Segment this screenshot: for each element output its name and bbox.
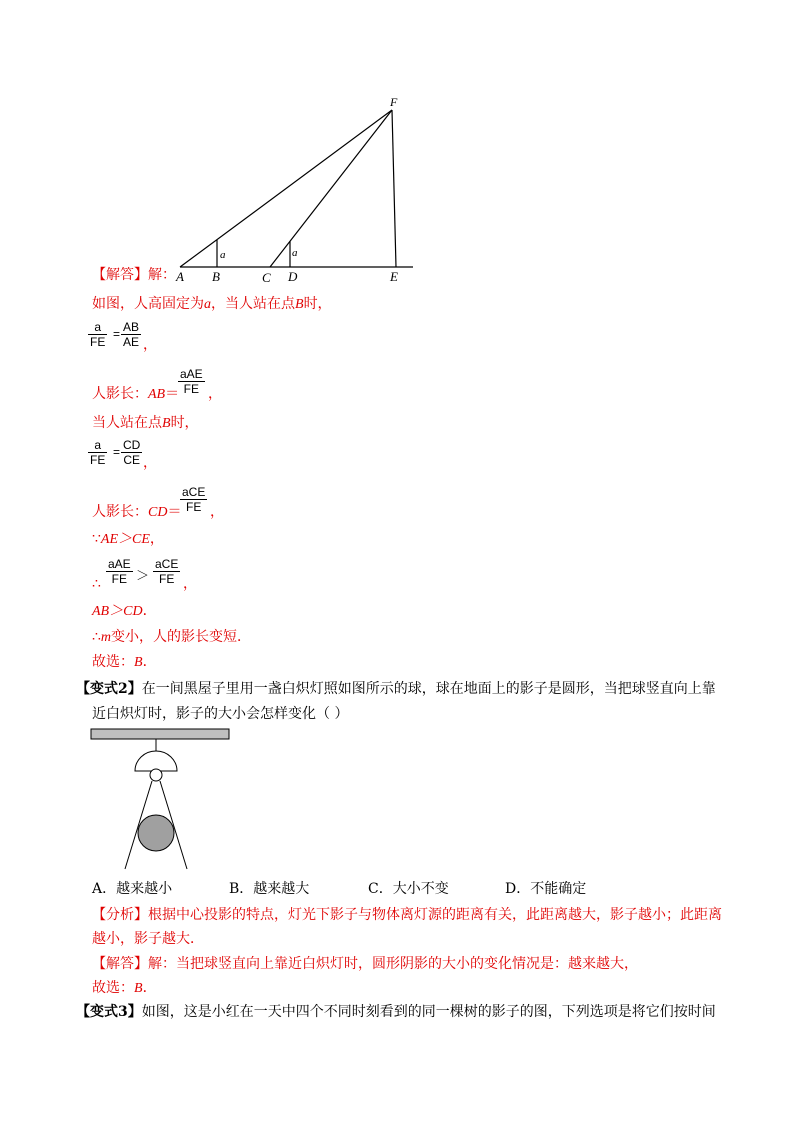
lamp-ball-figure: [88, 725, 233, 870]
denominator: FE: [111, 572, 128, 586]
denominator: FE: [159, 572, 175, 586]
comma: ，: [183, 576, 197, 592]
numerator: a: [88, 320, 107, 335]
text: 当人站在点: [92, 415, 162, 431]
option-text: 大小不变: [392, 881, 449, 897]
fraction-a-over-FE-2: [88, 438, 107, 467]
numerator: AB: [123, 320, 140, 334]
tag-end: 】: [127, 1004, 142, 1020]
answer: B: [134, 981, 143, 996]
solution-line-5: [92, 530, 164, 549]
line-CF: [270, 110, 392, 267]
denominator: FE: [183, 382, 200, 396]
option-b[interactable]: [229, 880, 309, 898]
tag-end: 】: [127, 681, 142, 697]
text: 时，: [170, 415, 199, 431]
line-AF: [180, 110, 392, 267]
denominator: FE: [90, 453, 106, 467]
label-B: B: [212, 269, 220, 284]
question-text: 在一间黑屋子里用一盏白炽灯照如图所示的球，球在地面上的影子是圆形，当把球竖直向上靠: [141, 681, 716, 697]
label-E: E: [390, 269, 398, 284]
answer: B: [134, 655, 143, 670]
analysis-tag: 【分析】: [92, 907, 148, 923]
text: ．: [142, 654, 157, 670]
denominator: CE: [123, 453, 140, 467]
solution-line-3: [92, 414, 199, 433]
equals-sign: =: [113, 327, 121, 341]
fraction-aCE-over-FE: [180, 485, 207, 514]
text: ，当人站在点: [211, 296, 295, 312]
therefore-symbol: ∴: [92, 576, 101, 592]
fraction-aCE-over-FE-2: [153, 557, 180, 586]
text: 时，: [303, 296, 332, 312]
numerator: aCE: [155, 557, 179, 571]
var-AB: AB: [148, 387, 166, 402]
therefore-symbol: ∴: [92, 629, 101, 645]
equals: ＝: [167, 504, 182, 520]
numerator: aAE: [180, 367, 203, 381]
numerator: aCE: [182, 485, 206, 499]
label-a-D: a: [292, 247, 298, 259]
equals: ＝: [165, 386, 180, 402]
var-m: m: [100, 630, 112, 645]
answer-text: 解：当把球竖直向上靠近白炽灯时，圆形阴影的大小的变化情况是：越来越大，: [148, 956, 638, 972]
var-a: a: [204, 297, 211, 312]
label-F: F: [390, 95, 398, 109]
option-text: 越来越大: [253, 881, 310, 897]
shadow-geometry-figure: [170, 90, 420, 285]
fraction-aAE-over-FE: [178, 367, 205, 396]
solution-line-8: [92, 628, 251, 647]
lamp-shade: [135, 751, 177, 771]
text: ．: [142, 980, 157, 996]
option-letter: C．: [368, 881, 393, 897]
comma: ，: [149, 531, 164, 547]
fraction-a-over-FE: [88, 320, 107, 349]
number: 2: [118, 681, 128, 697]
comma: ，: [143, 455, 157, 471]
fraction-aAE-over-FE-2: [106, 557, 133, 586]
label-C: C: [262, 270, 271, 285]
solution-line-2: [92, 385, 179, 404]
option-text: 不能确定: [530, 881, 587, 897]
variant3-tag: [76, 1004, 142, 1020]
option-letter: B．: [229, 881, 254, 897]
expr: AB＞CD: [92, 604, 143, 619]
text: 变小，人的影长变短．: [111, 629, 252, 645]
option-text: 越来越小: [116, 881, 173, 897]
fraction-CD-over-CE: [121, 438, 142, 467]
label-A: A: [176, 269, 184, 284]
analysis-line-1: [92, 906, 722, 924]
point-B: B: [295, 297, 304, 312]
ceiling-bar: [91, 729, 229, 739]
text: 人影长：: [92, 504, 148, 520]
question-text: 如图，这是小红在一天中四个不同时刻看到的同一棵树的影子的图，下列选项是将它们按时间: [141, 1004, 716, 1020]
number: 3: [118, 1004, 128, 1020]
option-letter: D．: [505, 881, 531, 897]
answer-tag: 【解答】: [92, 956, 148, 972]
solution-line-1: [92, 295, 332, 314]
option-a[interactable]: [92, 880, 172, 898]
solution-line-4: [92, 503, 181, 522]
ball: [138, 815, 174, 851]
text: 故选：: [92, 980, 134, 996]
option-d[interactable]: [505, 880, 586, 898]
option-letter: A．: [92, 881, 117, 897]
comma: ，: [208, 386, 222, 402]
option-c[interactable]: [368, 880, 449, 898]
var-CD: CD: [148, 505, 168, 520]
period: ．: [142, 603, 157, 619]
solution-lead: 解：: [148, 267, 176, 283]
text: 人影长：: [92, 386, 148, 402]
because-symbol: ∵: [92, 531, 101, 547]
analysis-text: 根据中心投影的特点，灯光下影子与物体离灯源的距离有关，此距离越大，影子越小；此距离: [148, 907, 722, 923]
solution-header: [92, 266, 176, 284]
answer-line: [92, 955, 638, 973]
variant2-question-line-1: [76, 680, 716, 698]
solution-line-9: [92, 653, 157, 672]
numerator: aAE: [108, 557, 131, 571]
label-a-B: a: [220, 249, 226, 261]
solution-line-7: [92, 602, 157, 621]
tag: 【变式: [76, 1004, 118, 1020]
denominator: FE: [186, 500, 202, 514]
text: 故选：: [92, 654, 134, 670]
lamp-bulb: [150, 769, 162, 781]
numerator: CD: [123, 438, 141, 452]
greater-than: ＞: [136, 568, 150, 583]
denominator: AE: [123, 335, 140, 349]
text: 如图，人高固定为: [92, 296, 204, 312]
equals-sign: =: [113, 445, 121, 459]
solution-tag: 【解答】: [92, 267, 148, 283]
comma: ，: [143, 337, 157, 353]
expr: AE＞CE: [100, 532, 150, 547]
comma: ，: [210, 504, 224, 520]
choice-line: [92, 979, 157, 998]
label-D: D: [288, 269, 298, 284]
variant2-question-line-2: 近白炽灯时，影子的大小会怎样变化（ ）: [92, 706, 349, 722]
line-FE: [392, 110, 396, 267]
fraction-AB-over-AE: [121, 320, 141, 349]
variant2-tag: [76, 681, 142, 697]
point-B: B: [162, 416, 171, 431]
analysis-line-2: 越小，影子越大．: [92, 931, 204, 947]
denominator: FE: [90, 335, 106, 349]
numerator: a: [88, 438, 107, 453]
variant3-question-line-1: [76, 1003, 716, 1021]
tag: 【变式: [76, 681, 118, 697]
